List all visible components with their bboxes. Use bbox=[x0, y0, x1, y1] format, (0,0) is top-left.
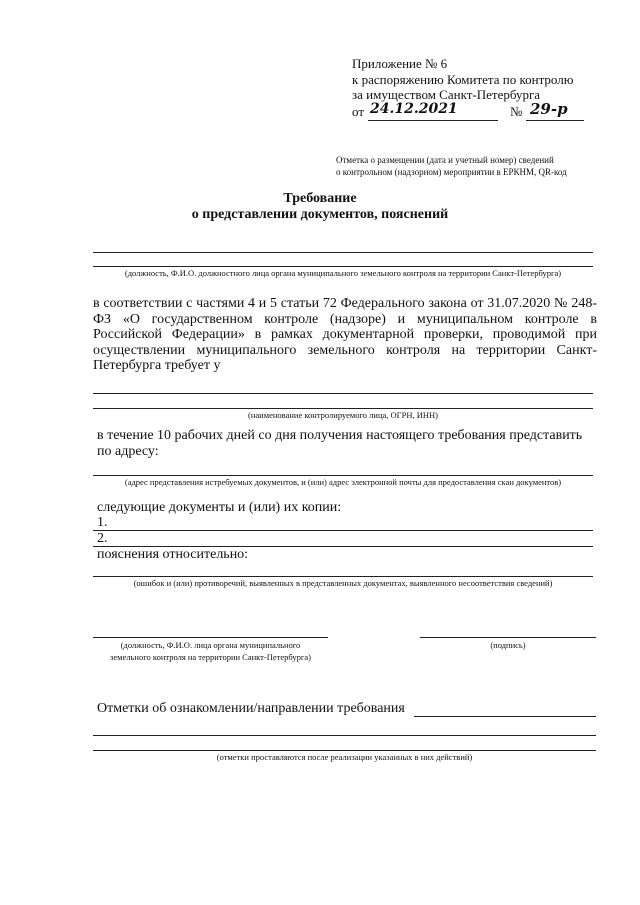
explanations-label: пояснения относительно: bbox=[97, 547, 249, 562]
acquaintance-label: Отметки об ознакомлении/направлении требования bbox=[97, 701, 405, 716]
appendix-block bbox=[352, 56, 612, 103]
deadline-line2: по адресу: bbox=[97, 444, 159, 459]
number-prefix: № bbox=[510, 104, 523, 119]
controlled-line-2 bbox=[93, 408, 593, 409]
signature-line bbox=[420, 637, 596, 638]
title-line1: Требование bbox=[283, 191, 357, 206]
documents-item-1-line bbox=[93, 530, 593, 531]
placement-note-line1: Отметка о размещении (дата и учетный номер) сведений bbox=[336, 155, 554, 165]
explanations-caption: (ошибок и (или) противоречий, выявленных в представленных документах, выявленного несоответствия сведений) bbox=[133, 578, 553, 588]
address-caption: (адрес представления истребуемых документов, и (или) адрес электронной почты для предоставления скан документов) bbox=[124, 477, 562, 487]
date-underline bbox=[368, 120, 498, 121]
signature-caption: (подпись) bbox=[490, 640, 526, 650]
acquaintance-line-2 bbox=[93, 735, 596, 736]
official-line-1 bbox=[93, 252, 593, 253]
appendix-title: Приложение № 6 bbox=[352, 56, 448, 71]
documents-item-1: 1. bbox=[97, 515, 108, 530]
acquaintance-line-1 bbox=[414, 716, 596, 717]
acquaintance-line-3 bbox=[93, 750, 596, 751]
documents-item-2: 2. bbox=[97, 531, 108, 546]
official-line-2 bbox=[93, 266, 593, 267]
official-caption: (должность, Ф.И.О. должностного лица органа муниципального земельного контроля на территории Санкт-Петербурга) bbox=[124, 268, 562, 278]
address-line bbox=[93, 475, 593, 476]
explanations-line bbox=[93, 576, 593, 577]
signer-line bbox=[93, 637, 328, 638]
date-prefix: от bbox=[352, 104, 365, 119]
acquaintance-caption: (отметки проставляются после реализации указанных в них действий) bbox=[216, 752, 473, 762]
controlled-line-1 bbox=[93, 393, 593, 394]
placement-note-line2: о контрольном (надзорном) мероприятии в ЕРКНМ, QR-код bbox=[336, 167, 567, 177]
signer-caption-line1: (должность, Ф.И.О. лица органа муниципального bbox=[120, 640, 301, 650]
appendix-order-line: к распоряжению Комитета по контролю bbox=[352, 71, 574, 87]
basis-paragraph: в соответствии с частями 4 и 5 статьи 72 Федерального закона от 31.07.2020 № 248-ФЗ «О государственном контроле (надзоре) и муниципальном контроле в Российской Федерации» в рамках документарной проверки, проводимой при осуществлении муниципального земельного контроля на территории Санкт-Петербурга требует у bbox=[93, 296, 597, 373]
appendix-date: 24.12.2021 bbox=[370, 101, 458, 117]
appendix-committee-line: за имуществом Санкт-Петербурга bbox=[352, 87, 541, 102]
appendix-number: 29-р bbox=[530, 100, 568, 118]
document-title bbox=[0, 191, 640, 223]
controlled-caption: (наименование контролируемого лица, ОГРН, ИНН) bbox=[248, 410, 438, 420]
deadline-line1: в течение 10 рабочих дней со дня получения настоящего требования представить bbox=[97, 428, 583, 443]
placement-note bbox=[336, 154, 616, 178]
title-line2: о представлении документов, пояснений bbox=[191, 207, 449, 222]
number-underline bbox=[526, 120, 584, 121]
documents-label: следующие документы и (или) их копии: bbox=[97, 500, 342, 515]
signer-caption-line2: земельного контроля на территории Санкт-Петербурга) bbox=[110, 652, 311, 662]
